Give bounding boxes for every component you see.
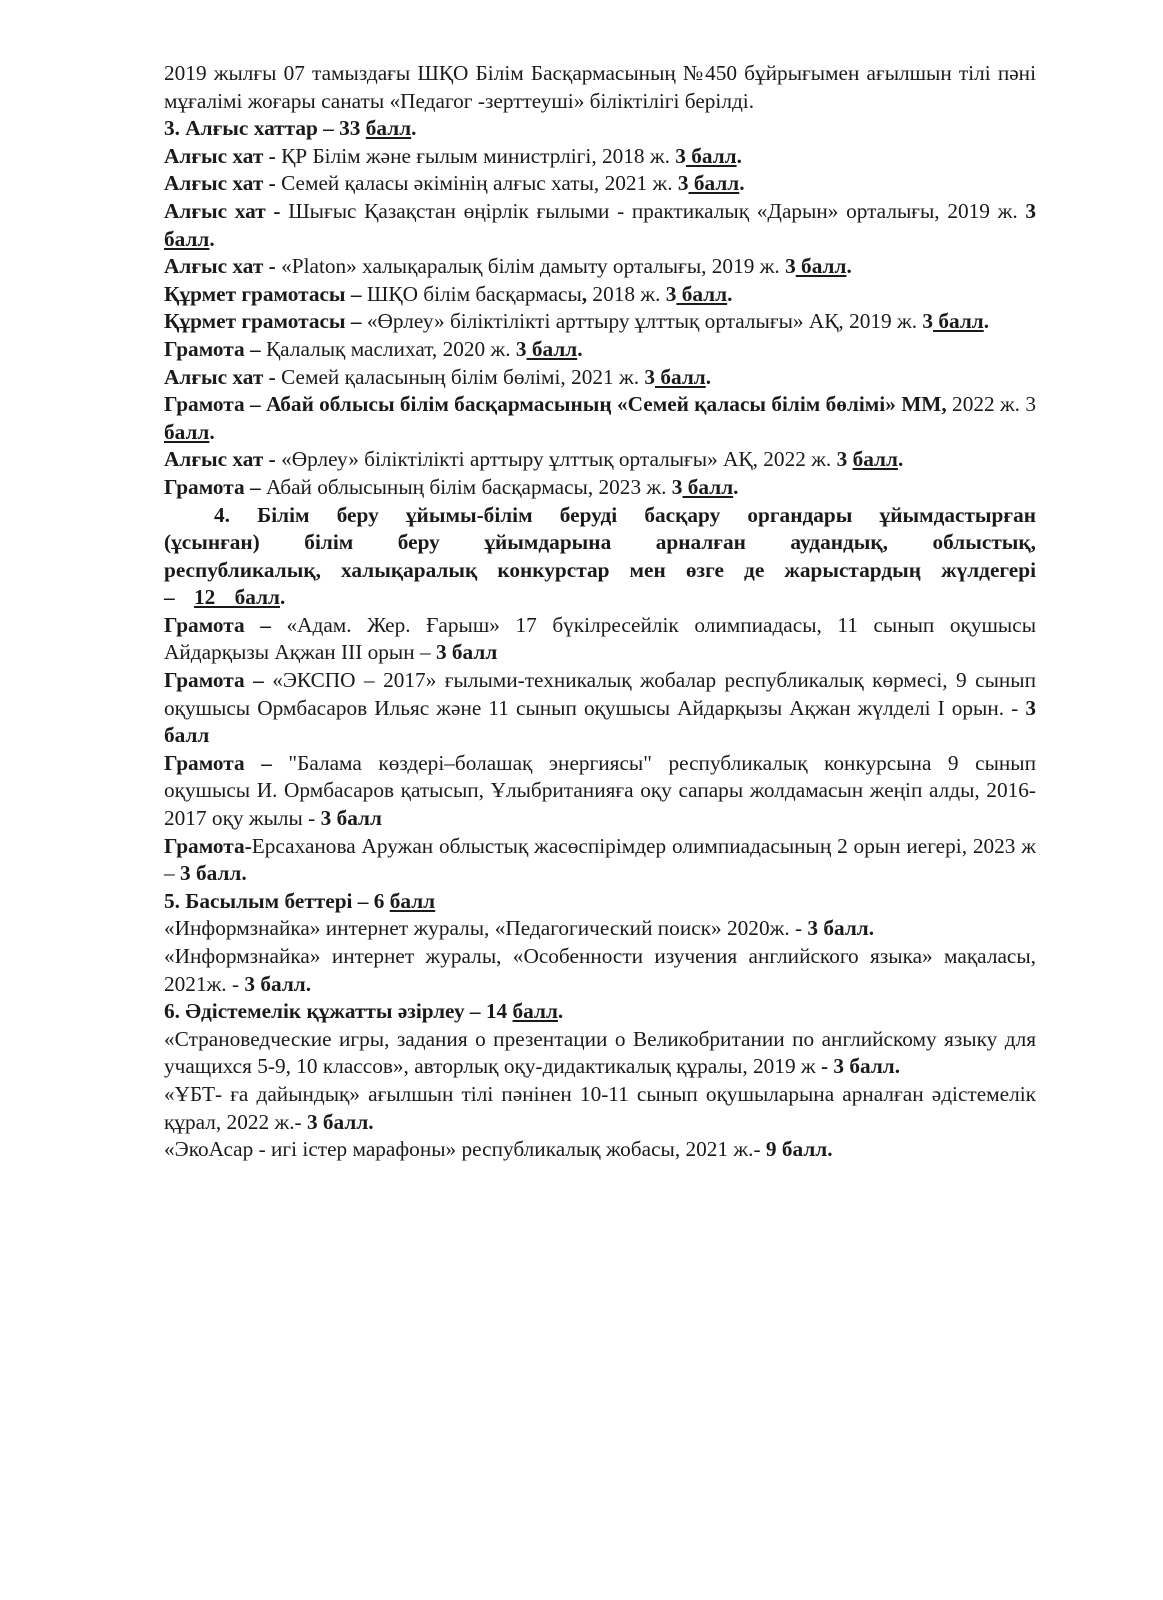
heading-text: 5. Басылым беттері – 6: [164, 888, 390, 913]
award-points: 3: [644, 364, 656, 389]
award-unit: балл: [526, 336, 578, 361]
award-end: .: [577, 336, 583, 361]
award-text: Семей қаласы әкімінің алғыс хаты, 2021 ж.: [281, 171, 678, 196]
award-unit: балл: [685, 143, 737, 168]
award-item: [164, 143, 1036, 171]
award-end: .: [846, 254, 852, 279]
competition-label: Грамота –: [164, 612, 287, 637]
award-item: [164, 170, 1036, 198]
award-label: Грамота –: [164, 336, 266, 361]
competition-text: "Балама көздері–болашақ энергиясы" республикалық конкурсына 9 сынып оқушысы И. Ормбасаров қатысып, Ұлыбританияға оқу сапары жолдамасын жеңіп алды, 2016-2017 оқу жылы -: [164, 750, 1036, 831]
section4-heading: [164, 502, 1036, 612]
award-text: Абай облысының білім басқармасы, 2023 ж.: [265, 474, 672, 499]
method-item: [164, 1081, 1036, 1136]
award-item: [164, 336, 1036, 364]
heading-end: .: [557, 999, 564, 1024]
competition-item: [164, 667, 1036, 750]
intro-text: 2019 жылғы 07 тамыздағы ШҚО Білім Басқармасының №450 бұйрығымен ағылшын тілі пәні мұғалімі жоғары санаты «Педагог -зерттеуші» біліктілігі берілді.: [164, 61, 1036, 113]
award-unit: балл: [933, 309, 984, 334]
award-text: ШҚО білім басқармасы: [366, 281, 582, 306]
award-points: 3: [671, 474, 683, 499]
method-points: 9 балл.: [765, 1137, 833, 1162]
award-end: .: [705, 364, 712, 389]
heading-text: 4. Білім беру ұйымы-білім беруді басқару органдары ұйымдастырған (ұсынған) білім беру ұйымдарына арналған аудандық, облыстық, республикалық, халықаралық конкурстар мен өзге де жарыстардың жүлдегері –: [164, 502, 1036, 610]
award-points: 3: [836, 447, 848, 472]
award-points: 3: [677, 171, 689, 196]
award-points: 3: [922, 309, 934, 334]
award-text: Шығыс Қазақстан өңірлік ғылыми - практикалық «Дарын» орталығы, 2019 ж.: [288, 198, 1026, 223]
section5-heading: [164, 888, 1036, 916]
award-text: 2022 ж. 3: [946, 392, 1036, 417]
award-end: .: [733, 474, 739, 499]
competition-item: [164, 750, 1036, 833]
award-item: [164, 364, 1036, 392]
award-item: [164, 446, 1036, 474]
heading-text: 3. Алғыс хаттар – 33: [164, 116, 366, 141]
competition-points: 3 балл: [320, 806, 382, 831]
competition-text: Ерсаханова Аружан облыстық жасөспірімдер олимпиадасының 2 орын иегері, 2023 ж –: [164, 833, 1036, 886]
method-item: [164, 1026, 1036, 1081]
section6-heading: [164, 998, 1036, 1026]
method-text: «ЭкоАсар - игі істер марафоны» республикалық жобасы, 2021 ж.-: [164, 1137, 766, 1162]
award-end: .: [983, 309, 990, 334]
award-item: [164, 474, 1036, 502]
heading-unit: балл: [389, 888, 436, 913]
method-text: «ҰБТ- ға дайындық» ағылшын тілі пәнінен 10-11 сынып оқушыларына арналған әдістемелік құрал, 2022 ж.-: [164, 1081, 1036, 1134]
heading-unit: балл: [365, 116, 412, 141]
publication-item: [164, 943, 1036, 998]
award-points: 3: [665, 281, 677, 306]
award-text: «Өрлеу» біліктілікті арттыру ұлттық орталығы» АҚ, 2022 ж.: [281, 447, 837, 472]
award-label: Алғыс хат -: [164, 364, 282, 389]
award-year: 2018 ж.: [587, 281, 666, 306]
award-end: .: [209, 226, 215, 251]
award-item: [164, 391, 1036, 446]
award-item: [164, 308, 1036, 336]
heading-unit: балл: [512, 999, 558, 1024]
award-text: Қалалық маслихат, 2020 ж.: [265, 336, 516, 361]
heading-end: .: [280, 585, 286, 610]
award-label: Құрмет грамотасы –: [164, 309, 367, 334]
award-label: Грамота –: [164, 474, 266, 499]
publication-points: 3 балл.: [807, 916, 875, 941]
method-points: - 3 балл.: [820, 1054, 901, 1079]
heading-unit: 12 балл: [193, 585, 280, 610]
award-item: [164, 253, 1036, 281]
award-item: [164, 281, 1036, 309]
award-end: .: [727, 281, 733, 306]
publication-points: 3 балл.: [244, 971, 312, 996]
award-unit: балл: [688, 171, 740, 196]
award-unit: балл: [655, 364, 706, 389]
award-item: [164, 198, 1036, 253]
award-comma: ,: [581, 281, 588, 306]
award-label: Алғыс хат -: [164, 254, 282, 279]
award-unit: балл: [795, 254, 847, 279]
award-label: Алғыс хат -: [164, 447, 282, 472]
publication-text: «Информзнайка» интернет журалы, «Педагогический поиск» 2020ж. -: [164, 916, 808, 941]
competition-text: «ЭКСПО – 2017» ғылыми-техникалық жобалар республикалық көрмесі, 9 сынып оқушысы Ормбасаров Ильяс және 11 сынып оқушысы Айдарқызы Ақжан жүлделі І орын. -: [164, 668, 1036, 720]
competition-label: Грамота-: [164, 833, 252, 858]
competition-label: Грамота –: [164, 668, 273, 693]
method-text: «Страноведческие игры, задания о презентации о Великобритании по английскому языку для учащихся 5-9, 10 классов», авторлық оқу-дидактикалық құралы, 2019 ж: [164, 1026, 1036, 1079]
award-unit: балл: [682, 474, 734, 499]
competition-points: 3 балл: [164, 695, 1036, 748]
competition-text: «Адам. Жер. Ғарыш» 17 бүкілресейлік олимпиадасы, 11 сынып оқушысы Айдарқызы Ақжан ІІІ орын –: [164, 612, 1037, 665]
award-end: .: [739, 171, 745, 196]
competition-points: 3 балл: [435, 640, 498, 665]
award-text: Семей қаласының білім бөлімі, 2021 ж.: [281, 364, 645, 389]
award-end: .: [897, 447, 904, 472]
publication-text: «Информзнайка» интернет журалы, «Особенности изучения английского языка» мақаласы, 2021ж. -: [164, 944, 1036, 996]
award-label: Алғыс хат -: [164, 143, 282, 168]
heading-end: .: [411, 116, 417, 141]
award-unit: балл: [164, 419, 210, 444]
award-text: «Platon» халықаралық білім дамыту орталығы, 2019 ж.: [281, 254, 786, 279]
competition-item: [164, 612, 1036, 667]
award-points: 3: [1025, 198, 1036, 223]
award-points: 3: [675, 143, 686, 168]
award-unit: балл: [164, 226, 210, 251]
award-label: Алғыс хат -: [164, 198, 289, 223]
award-label: Құрмет грамотасы –: [164, 281, 367, 306]
publication-item: [164, 915, 1036, 943]
competition-label: Грамота –: [164, 750, 289, 775]
competition-item: [164, 833, 1036, 888]
award-end: .: [736, 143, 742, 168]
section3-heading: [164, 115, 1036, 143]
award-text: «Өрлеу» біліктілікті арттыру ұлттық орталығы» АҚ, 2019 ж.: [366, 309, 923, 334]
heading-text: 6. Әдістемелік құжатты әзірлеу – 14: [164, 999, 513, 1024]
award-unit: балл: [852, 447, 898, 472]
award-points: 3: [785, 254, 796, 279]
award-text: ҚР Білім және ғылым министрлігі, 2018 ж.: [281, 143, 676, 168]
award-points: 3: [515, 336, 527, 361]
intro-paragraph: [164, 60, 1036, 115]
award-end: .: [209, 419, 215, 444]
competition-points: 3 балл.: [179, 861, 247, 886]
award-label: Алғыс хат -: [164, 171, 282, 196]
method-item: [164, 1136, 1036, 1164]
award-label: Грамота – Абай облысы білім басқармасының «Семей қаласы білім бөлімі» ММ,: [164, 392, 947, 417]
document-page: [164, 60, 1036, 1164]
method-points: 3 балл.: [306, 1109, 374, 1134]
award-unit: балл: [676, 281, 728, 306]
